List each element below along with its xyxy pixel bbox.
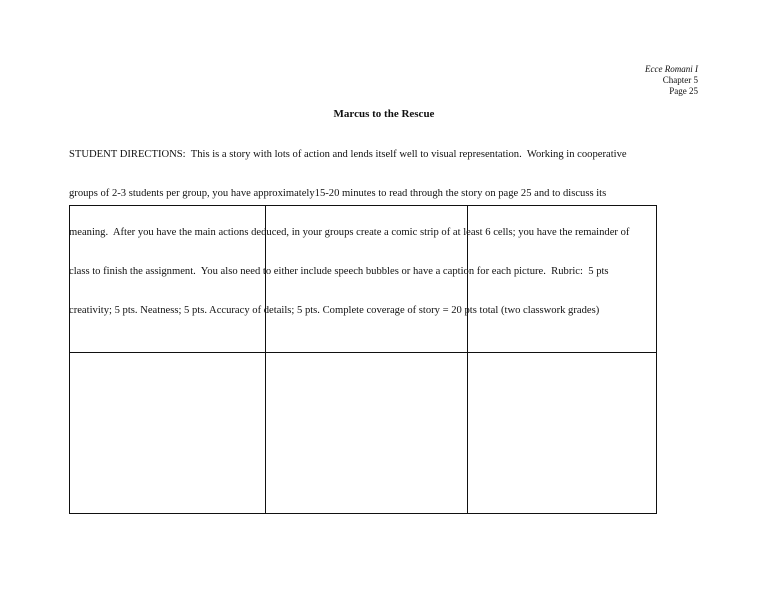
directions-line: STUDENT DIRECTIONS: This is a story with lots of action and lends itself well to visual representation. Working in cooperative [69,149,627,160]
worksheet-title: Marcus to the Rescue [333,108,435,120]
comic-cell-4 [70,353,266,513]
document-header [645,64,698,97]
page-label: Page 25 [669,86,698,96]
directions-line: groups of 2-3 students per group, you have approximately15-20 minutes to read through the story on page 25 and to discuss its [69,188,607,199]
directions-line: creativity; 5 pts. Neatness; 5 pts. Accuracy of details; 5 pts. Complete coverage of story = 20 pts total (two classwork grades) [69,305,600,316]
comic-cell-3 [468,206,656,353]
directions-line: class to finish the assignment. You also need to either include speech bubbles or have a caption for each picture. Rubric: 5 pts [69,266,609,277]
directions-line: meaning. After you have the main actions deduced, in your groups create a comic strip of at least 6 cells; you have the remainder of [69,227,630,238]
book-title: Ecce Romani I [645,64,698,74]
comic-cell-2 [266,206,468,353]
comic-strip-grid [69,205,657,514]
comic-cell-1 [70,206,266,353]
comic-cell-6 [468,353,656,513]
comic-cell-5 [266,353,468,513]
chapter-label: Chapter 5 [662,75,698,85]
